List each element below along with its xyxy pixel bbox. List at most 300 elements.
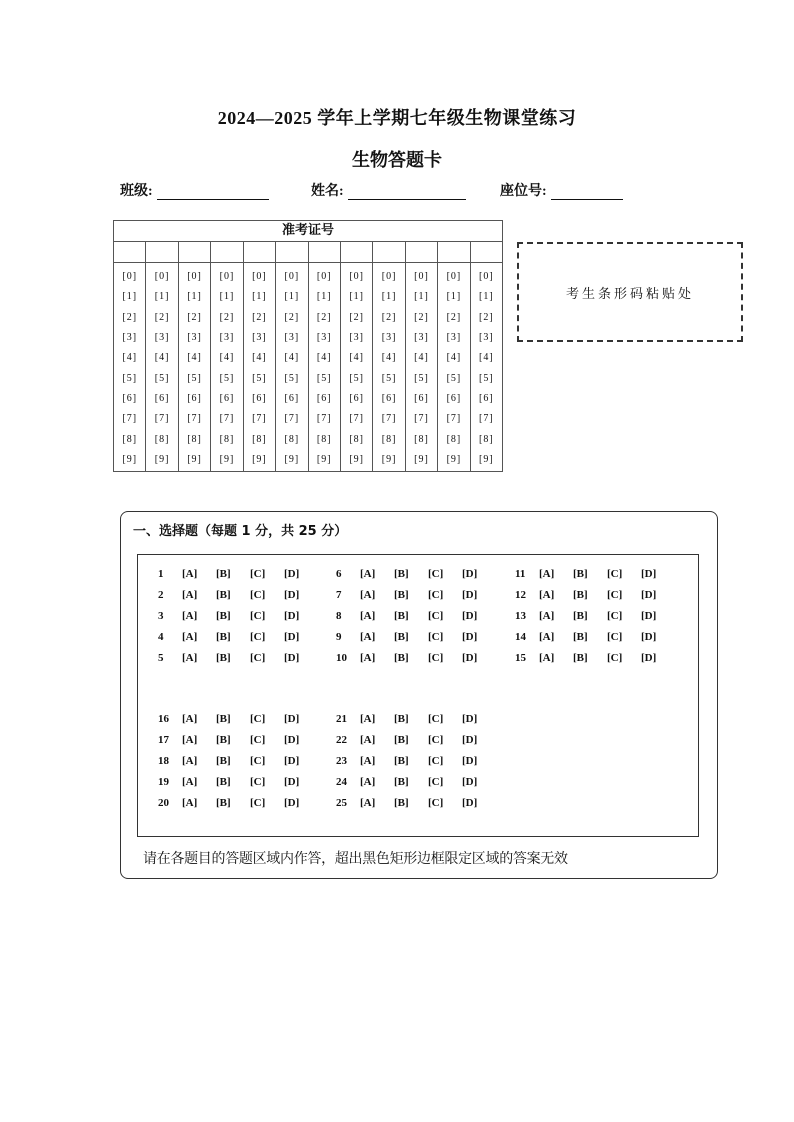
question-number: 1 [158,567,164,580]
digit-bubble[interactable]: [6] [446,392,462,404]
option-bubble[interactable]: [C] [607,630,623,643]
digit-bubble[interactable]: [1] [187,291,202,303]
option-bubble[interactable]: [A] [360,712,376,725]
exam-number-write-cell[interactable] [211,242,243,262]
option-bubble[interactable]: [C] [250,733,266,746]
option-bubble[interactable]: [C] [607,651,623,664]
digit-bubble[interactable]: [7] [349,413,364,425]
digit-bubble[interactable]: [8] [316,433,332,445]
digit-bubble[interactable]: [6] [122,392,138,404]
question-row [158,792,318,813]
question-number: 6 [336,567,342,580]
option-bubble[interactable]: [D] [284,651,300,664]
exam-number-column [406,263,438,472]
choice-section-title: 一、选择题（每题 1 分，共 25 分） [133,524,348,539]
question-row [336,647,496,668]
digit-bubble[interactable]: [5] [122,372,138,384]
question-number: 12 [515,588,526,601]
digit-bubble[interactable]: [3] [446,332,462,344]
digit-bubble[interactable]: [6] [349,392,364,404]
class-blank[interactable] [157,185,269,200]
option-bubble[interactable]: [A] [360,588,376,601]
option-bubble[interactable]: [B] [573,567,588,580]
digit-bubble[interactable]: [0] [479,271,494,283]
digit-bubble[interactable]: [9] [381,453,397,465]
option-bubble[interactable]: [A] [360,733,376,746]
digit-bubble[interactable]: [3] [284,332,300,344]
digit-bubble[interactable]: [6] [414,392,429,404]
digit-bubble[interactable]: [0] [219,271,235,283]
digit-bubble[interactable]: [2] [219,311,235,323]
digit-bubble[interactable]: [7] [252,413,267,425]
question-row [336,771,496,792]
exam-number-write-cell[interactable] [276,242,308,262]
question-number: 22 [336,733,347,746]
option-bubble[interactable]: [B] [216,609,231,622]
digit-bubble[interactable]: [7] [122,413,138,425]
option-bubble[interactable]: [B] [394,588,409,601]
digit-bubble[interactable]: [8] [187,433,202,445]
option-bubble[interactable]: [C] [250,588,266,601]
digit-bubble[interactable]: [4] [316,352,332,364]
digit-bubble[interactable]: [1] [219,291,235,303]
option-bubble[interactable]: [D] [462,712,478,725]
option-bubble[interactable]: [D] [462,796,478,809]
digit-bubble[interactable]: [4] [284,352,300,364]
question-row [158,626,318,647]
option-bubble[interactable]: [D] [641,630,657,643]
digit-bubble[interactable]: [7] [381,413,397,425]
option-bubble[interactable]: [D] [462,733,478,746]
option-bubble[interactable]: [C] [607,588,623,601]
answer-box [137,554,699,837]
digit-bubble[interactable]: [4] [154,352,170,364]
option-bubble[interactable]: [B] [216,754,231,767]
option-bubble[interactable]: [A] [182,588,198,601]
option-bubble[interactable]: [A] [182,567,198,580]
exam-number-column [276,263,308,472]
digit-bubble[interactable]: [1] [154,291,170,303]
digit-bubble[interactable]: [4] [122,352,138,364]
question-row [336,750,496,771]
digit-bubble[interactable]: [1] [349,291,364,303]
digit-bubble[interactable]: [2] [349,311,364,323]
digit-bubble[interactable]: [6] [252,392,267,404]
option-bubble[interactable]: [D] [284,630,300,643]
digit-bubble[interactable]: [5] [284,372,300,384]
digit-bubble[interactable]: [2] [316,311,332,323]
option-bubble[interactable]: [A] [182,796,198,809]
seat-blank[interactable] [551,185,623,200]
question-row [336,626,496,647]
digit-bubble[interactable]: [8] [349,433,364,445]
option-bubble[interactable]: [A] [539,630,555,643]
digit-bubble[interactable]: [9] [479,453,494,465]
question-row [158,729,318,750]
question-number: 13 [515,609,526,622]
digit-bubble[interactable]: [7] [219,413,235,425]
question-number: 9 [336,630,342,643]
option-bubble[interactable]: [D] [284,775,300,788]
question-number: 17 [158,733,169,746]
barcode-area [517,242,743,342]
option-bubble[interactable]: [B] [394,796,409,809]
question-number: 14 [515,630,526,643]
question-row [158,605,318,626]
option-bubble[interactable]: [A] [539,588,555,601]
exam-number-column [309,263,341,472]
option-bubble[interactable]: [A] [360,754,376,767]
exam-number-column [211,263,243,472]
option-bubble[interactable]: [B] [216,775,231,788]
option-bubble[interactable]: [A] [360,651,376,664]
question-number: 7 [336,588,342,601]
option-bubble[interactable]: [B] [216,796,231,809]
exam-number-column [373,263,405,472]
digit-bubble[interactable]: [9] [316,453,332,465]
option-bubble[interactable]: [C] [250,609,266,622]
digit-bubble[interactable]: [3] [316,332,332,344]
question-group [336,563,496,668]
digit-bubble[interactable]: [0] [414,271,429,283]
option-bubble[interactable]: [C] [428,775,444,788]
digit-bubble[interactable]: [4] [381,352,397,364]
digit-bubble[interactable]: [8] [479,433,494,445]
digit-bubble[interactable]: [0] [446,271,462,283]
option-bubble[interactable]: [C] [428,609,444,622]
option-bubble[interactable]: [B] [394,567,409,580]
digit-bubble[interactable]: [9] [284,453,300,465]
class-label: 班级: [120,184,153,199]
option-bubble[interactable]: [D] [641,588,657,601]
option-bubble[interactable]: [D] [284,609,300,622]
digit-bubble[interactable]: [5] [316,372,332,384]
option-bubble[interactable]: [B] [394,712,409,725]
digit-bubble[interactable]: [2] [154,311,170,323]
digit-bubble[interactable]: [6] [284,392,300,404]
digit-bubble[interactable]: [5] [187,372,202,384]
option-bubble[interactable]: [A] [360,609,376,622]
exam-number-write-cell[interactable] [114,242,146,262]
option-bubble[interactable]: [B] [216,567,231,580]
digit-bubble[interactable]: [9] [122,453,138,465]
digit-bubble[interactable]: [2] [252,311,267,323]
option-bubble[interactable]: [C] [250,712,266,725]
question-row [336,729,496,750]
digit-bubble[interactable]: [3] [479,332,494,344]
option-bubble[interactable]: [C] [428,567,444,580]
option-bubble[interactable]: [D] [284,754,300,767]
option-bubble[interactable]: [A] [182,775,198,788]
option-bubble[interactable]: [D] [284,733,300,746]
digit-bubble[interactable]: [6] [154,392,170,404]
digit-bubble[interactable]: [4] [446,352,462,364]
digit-bubble[interactable]: [0] [284,271,300,283]
digit-bubble[interactable]: [2] [479,311,494,323]
option-bubble[interactable]: [D] [462,754,478,767]
option-bubble[interactable]: [B] [573,588,588,601]
exam-number-write-cell[interactable] [341,242,373,262]
choice-section [120,511,718,879]
question-number: 11 [515,567,526,580]
option-bubble[interactable]: [D] [641,567,657,580]
option-bubble[interactable]: [B] [394,733,409,746]
digit-bubble[interactable]: [1] [381,291,397,303]
digit-bubble[interactable]: [6] [187,392,202,404]
option-bubble[interactable]: [D] [284,588,300,601]
digit-bubble[interactable]: [3] [122,332,138,344]
option-bubble[interactable]: [D] [641,651,657,664]
exam-number-title: 准考证号 [114,221,502,242]
exam-number-bubbles [114,263,502,472]
exam-number-column [244,263,276,472]
option-bubble[interactable]: [B] [216,651,231,664]
question-row [158,750,318,771]
exam-number-write-cell[interactable] [373,242,405,262]
digit-bubble[interactable]: [3] [154,332,170,344]
option-bubble[interactable]: [B] [573,630,588,643]
option-bubble[interactable]: [B] [394,775,409,788]
digit-bubble[interactable]: [2] [187,311,202,323]
digit-bubble[interactable]: [3] [252,332,267,344]
option-bubble[interactable]: [B] [394,609,409,622]
question-row [515,626,675,647]
option-bubble[interactable]: [A] [360,567,376,580]
digit-bubble[interactable]: [6] [316,392,332,404]
digit-bubble[interactable]: [5] [414,372,429,384]
digit-bubble[interactable]: [7] [284,413,300,425]
digit-bubble[interactable]: [5] [349,372,364,384]
question-row [158,647,318,668]
option-bubble[interactable]: [A] [539,651,555,664]
option-bubble[interactable]: [B] [216,712,231,725]
option-bubble[interactable]: [B] [394,630,409,643]
digit-bubble[interactable]: [7] [187,413,202,425]
question-row [515,647,675,668]
exam-number-grid [113,220,503,472]
option-bubble[interactable]: [D] [462,567,478,580]
class-field[interactable] [120,180,269,200]
digit-bubble[interactable]: [1] [479,291,494,303]
option-bubble[interactable]: [C] [607,567,623,580]
exam-number-column [341,263,373,472]
digit-bubble[interactable]: [3] [349,332,364,344]
digit-bubble[interactable]: [8] [446,433,462,445]
option-bubble[interactable]: [D] [462,588,478,601]
digit-bubble[interactable]: [3] [187,332,202,344]
digit-bubble[interactable]: [0] [154,271,170,283]
digit-bubble[interactable]: [1] [252,291,267,303]
digit-bubble[interactable]: [3] [381,332,397,344]
question-row [336,792,496,813]
option-bubble[interactable]: [D] [284,796,300,809]
option-bubble[interactable]: [C] [428,651,444,664]
option-bubble[interactable]: [A] [360,630,376,643]
digit-bubble[interactable]: [0] [187,271,202,283]
digit-bubble[interactable]: [0] [252,271,267,283]
option-bubble[interactable]: [B] [573,609,588,622]
question-group [158,708,318,813]
option-bubble[interactable]: [D] [641,609,657,622]
option-bubble[interactable]: [A] [539,567,555,580]
question-row [336,708,496,729]
digit-bubble[interactable]: [6] [381,392,397,404]
exam-number-write-cell[interactable] [309,242,341,262]
digit-bubble[interactable]: [7] [154,413,170,425]
exam-number-write-cell[interactable] [146,242,178,262]
exam-number-write-row [114,242,502,263]
digit-bubble[interactable]: [8] [219,433,235,445]
digit-bubble[interactable]: [8] [252,433,267,445]
question-number: 21 [336,712,347,725]
digit-bubble[interactable]: [7] [414,413,429,425]
digit-bubble[interactable]: [8] [381,433,397,445]
digit-bubble[interactable]: [4] [414,352,429,364]
digit-bubble[interactable]: [3] [219,332,235,344]
question-number: 19 [158,775,169,788]
option-bubble[interactable]: [B] [394,754,409,767]
digit-bubble[interactable]: [5] [154,372,170,384]
digit-bubble[interactable]: [7] [479,413,494,425]
option-bubble[interactable]: [D] [462,651,478,664]
digit-bubble[interactable]: [9] [414,453,429,465]
option-bubble[interactable]: [C] [428,754,444,767]
name-blank[interactable] [348,185,466,200]
option-bubble[interactable]: [C] [250,630,266,643]
option-bubble[interactable]: [C] [428,630,444,643]
digit-bubble[interactable]: [9] [187,453,202,465]
exam-number-column [146,263,178,472]
question-number: 25 [336,796,347,809]
exam-number-write-cell[interactable] [179,242,211,262]
option-bubble[interactable]: [C] [428,712,444,725]
question-group [336,708,496,813]
barcode-label: 考生条形码粘贴处 [565,286,694,302]
option-bubble[interactable]: [B] [394,651,409,664]
option-bubble[interactable]: [C] [250,567,266,580]
digit-bubble[interactable]: [2] [284,311,300,323]
digit-bubble[interactable]: [4] [349,352,364,364]
question-number: 2 [158,588,164,601]
digit-bubble[interactable]: [2] [122,311,138,323]
option-bubble[interactable]: [A] [182,609,198,622]
digit-bubble[interactable]: [4] [252,352,267,364]
digit-bubble[interactable]: [9] [446,453,462,465]
digit-bubble[interactable]: [4] [187,352,202,364]
option-bubble[interactable]: [C] [428,796,444,809]
digit-bubble[interactable]: [1] [284,291,300,303]
digit-bubble[interactable]: [1] [446,291,462,303]
digit-bubble[interactable]: [3] [414,332,429,344]
digit-bubble[interactable]: [0] [349,271,364,283]
option-bubble[interactable]: [C] [428,588,444,601]
digit-bubble[interactable]: [8] [414,433,429,445]
option-bubble[interactable]: [A] [182,733,198,746]
exam-number-write-cell[interactable] [406,242,438,262]
digit-bubble[interactable]: [9] [219,453,235,465]
digit-bubble[interactable]: [8] [154,433,170,445]
digit-bubble[interactable]: [6] [219,392,235,404]
digit-bubble[interactable]: [7] [446,413,462,425]
digit-bubble[interactable]: [1] [414,291,429,303]
option-bubble[interactable]: [D] [462,630,478,643]
question-row [336,605,496,626]
question-number: 4 [158,630,164,643]
digit-bubble[interactable]: [5] [219,372,235,384]
digit-bubble[interactable]: [0] [316,271,332,283]
digit-bubble[interactable]: [1] [316,291,332,303]
option-bubble[interactable]: [C] [607,609,623,622]
option-bubble[interactable]: [C] [250,775,266,788]
option-bubble[interactable]: [A] [182,712,198,725]
option-bubble[interactable]: [D] [284,567,300,580]
digit-bubble[interactable]: [2] [381,311,397,323]
digit-bubble[interactable]: [0] [381,271,397,283]
option-bubble[interactable]: [C] [250,651,266,664]
digit-bubble[interactable]: [4] [219,352,235,364]
digit-bubble[interactable]: [9] [349,453,364,465]
digit-bubble[interactable]: [1] [122,291,138,303]
option-bubble[interactable]: [C] [428,733,444,746]
question-group [515,563,675,668]
digit-bubble[interactable]: [4] [479,352,494,364]
question-number: 3 [158,609,164,622]
question-number: 5 [158,651,164,664]
digit-bubble[interactable]: [5] [446,372,462,384]
digit-bubble[interactable]: [6] [479,392,494,404]
digit-bubble[interactable]: [8] [284,433,300,445]
digit-bubble[interactable]: [7] [316,413,332,425]
option-bubble[interactable]: [B] [573,651,588,664]
digit-bubble[interactable]: [5] [479,372,494,384]
digit-bubble[interactable]: [2] [414,311,429,323]
seat-field[interactable] [500,180,623,200]
name-field[interactable] [311,180,466,200]
option-bubble[interactable]: [D] [462,775,478,788]
exam-number-write-cell[interactable] [244,242,276,262]
digit-bubble[interactable]: [8] [122,433,138,445]
exam-number-write-cell[interactable] [471,242,502,262]
digit-bubble[interactable]: [2] [446,311,462,323]
option-bubble[interactable]: [A] [182,651,198,664]
question-row [336,584,496,605]
option-bubble[interactable]: [A] [360,796,376,809]
option-bubble[interactable]: [A] [182,754,198,767]
exam-number-write-cell[interactable] [438,242,470,262]
question-row [515,584,675,605]
digit-bubble[interactable]: [5] [252,372,267,384]
option-bubble[interactable]: [C] [250,796,266,809]
option-bubble[interactable]: [A] [539,609,555,622]
option-bubble[interactable]: [A] [182,630,198,643]
digit-bubble[interactable]: [9] [154,453,170,465]
question-row [158,771,318,792]
option-bubble[interactable]: [C] [250,754,266,767]
option-bubble[interactable]: [A] [360,775,376,788]
option-bubble[interactable]: [B] [216,733,231,746]
option-bubble[interactable]: [D] [462,609,478,622]
option-bubble[interactable]: [D] [284,712,300,725]
question-number: 16 [158,712,169,725]
digit-bubble[interactable]: [9] [252,453,267,465]
option-bubble[interactable]: [B] [216,588,231,601]
question-number: 24 [336,775,347,788]
option-bubble[interactable]: [B] [216,630,231,643]
question-row [515,605,675,626]
question-number: 8 [336,609,342,622]
digit-bubble[interactable]: [5] [381,372,397,384]
digit-bubble[interactable]: [0] [122,271,138,283]
